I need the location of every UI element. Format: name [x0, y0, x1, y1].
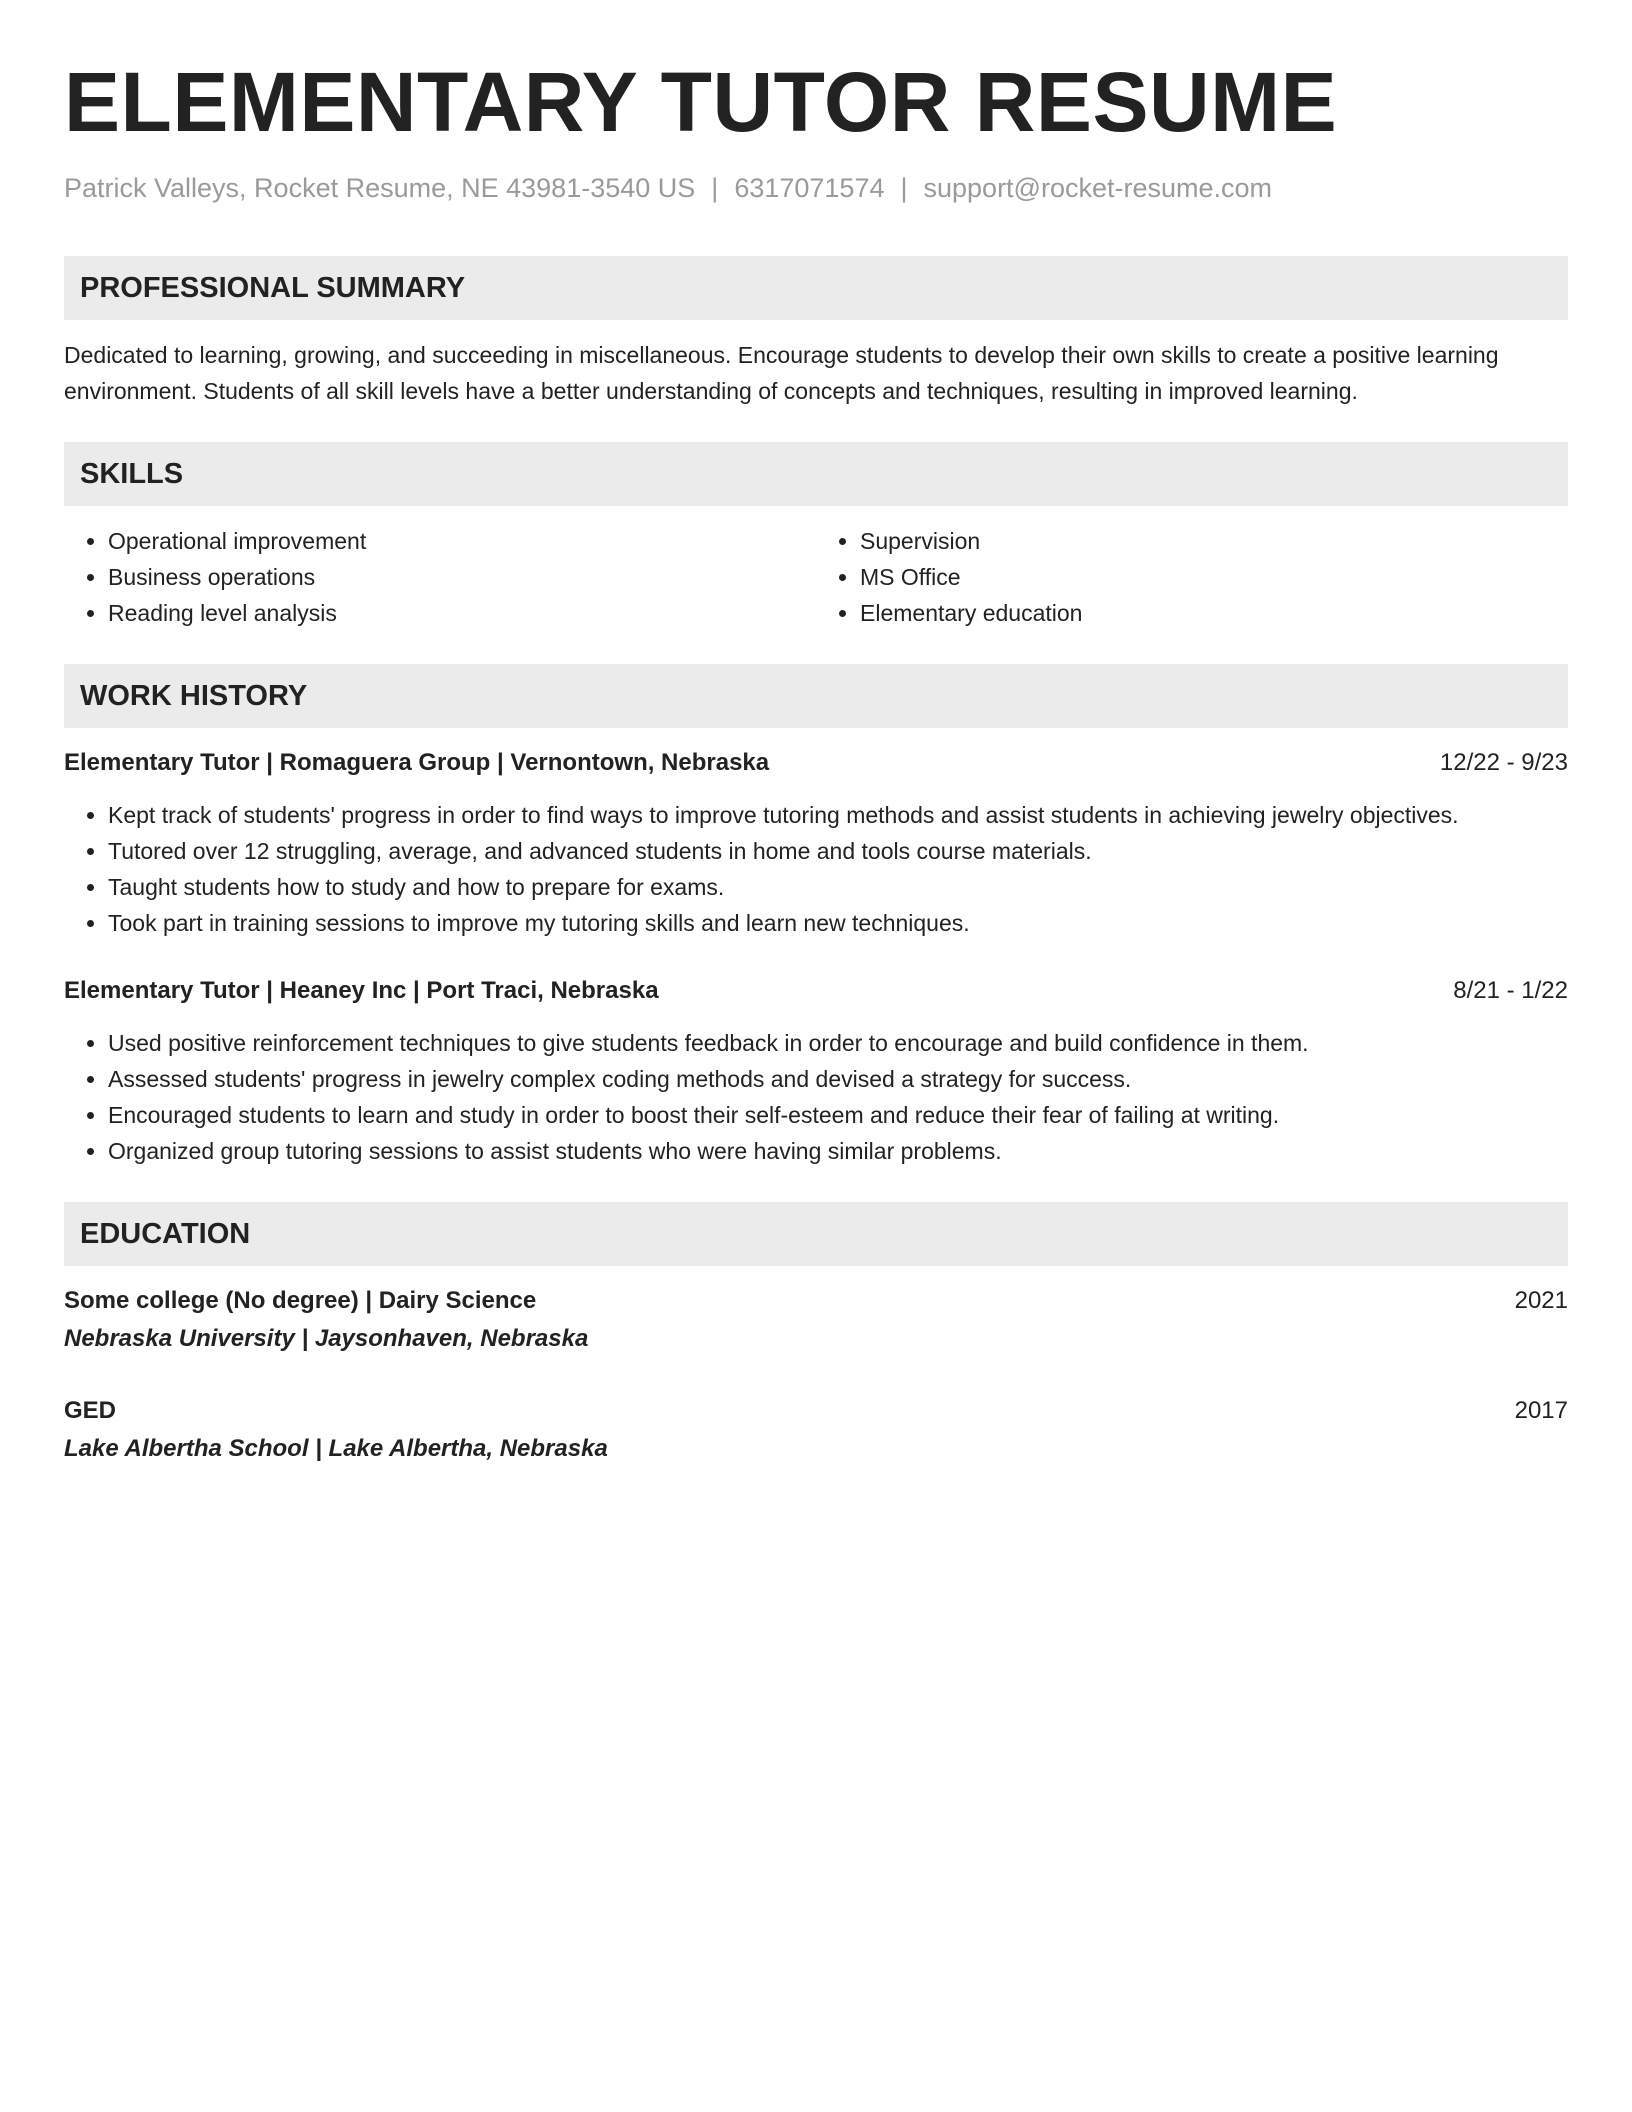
- education-degree: GED: [64, 1397, 117, 1424]
- job-bullets: [64, 797, 1568, 941]
- contact-separator: |: [900, 173, 908, 203]
- job-header: [64, 745, 1568, 781]
- job-header: [64, 973, 1568, 1009]
- job-bullet: • Kept track of students' progress in order to find ways to improve tutoring methods and assist students in achieving jewelry objectives.: [108, 797, 1568, 833]
- resume-title: ELEMENTARY TUTOR RESUME: [64, 55, 1338, 149]
- skill-item: • Supervision: [860, 523, 1568, 559]
- skill-item: • Operational improvement: [108, 523, 816, 559]
- skill-item: • Elementary education: [860, 595, 1568, 631]
- skills-section: [64, 442, 1568, 631]
- job-title: Elementary Tutor | Heaney Inc | Port Traci, Nebraska: [64, 977, 659, 1004]
- skills-grid: [64, 523, 1568, 631]
- job-bullet: • Tutored over 12 struggling, average, and advanced students in home and tools course materials.: [108, 833, 1568, 869]
- job-bullet: • Used positive reinforcement techniques to give students feedback in order to encourage and build confidence in them.: [108, 1025, 1568, 1061]
- education-school: Nebraska University | Jaysonhaven, Nebraska: [64, 1325, 589, 1352]
- contact-address: Patrick Valleys, Rocket Resume, NE 43981-3540 US: [64, 173, 696, 203]
- work-history-section: [64, 664, 1568, 1169]
- job-entry: [64, 973, 1568, 1169]
- education-heading: EDUCATION: [64, 1202, 1568, 1266]
- job-bullet: • Organized group tutoring sessions to assist students who were having similar problems.: [108, 1133, 1568, 1169]
- job-title: Elementary Tutor | Romaguera Group | Vernontown, Nebraska: [64, 749, 770, 776]
- summary-heading: PROFESSIONAL SUMMARY: [64, 256, 1568, 320]
- education-year: 2021: [1514, 1287, 1568, 1314]
- job-bullet: • Encouraged students to learn and study in order to boost their self-esteem and reduce their fear of failing at writing.: [108, 1097, 1568, 1133]
- education-header: [64, 1393, 1568, 1429]
- education-entry: [64, 1283, 1568, 1359]
- job-bullet: • Assessed students' progress in jewelry complex coding methods and devised a strategy for success.: [108, 1061, 1568, 1097]
- skill-item: • Business operations: [108, 559, 816, 595]
- skills-column-right: [816, 523, 1568, 631]
- job-dates: 8/21 - 1/22: [1453, 977, 1568, 1004]
- contact-email: support@rocket-resume.com: [923, 173, 1273, 203]
- education-header: [64, 1283, 1568, 1319]
- job-entry: [64, 745, 1568, 941]
- skills-column-left: [64, 523, 816, 631]
- skill-item: • MS Office: [860, 559, 1568, 595]
- education-section: [64, 1202, 1568, 1469]
- contact-separator: |: [711, 173, 719, 203]
- education-year: 2017: [1514, 1397, 1568, 1424]
- contact-phone: 6317071574: [734, 173, 885, 203]
- job-bullet: • Taught students how to study and how to prepare for exams.: [108, 869, 1568, 905]
- summary-section: [64, 256, 1568, 409]
- education-school: Lake Albertha School | Lake Albertha, Nebraska: [64, 1435, 608, 1462]
- summary-text: Dedicated to learning, growing, and succeeding in miscellaneous. Encourage students to develop their own skills to create a positive learning environment. Students of all skill levels have a better understanding of concepts and techniques, resulting in improved learning.: [64, 342, 1499, 404]
- job-dates: 12/22 - 9/23: [1439, 749, 1568, 776]
- resume-page: [64, 52, 1568, 1469]
- skills-heading: SKILLS: [64, 442, 1568, 506]
- work-history-heading: WORK HISTORY: [64, 664, 1568, 728]
- job-bullets: [64, 1025, 1568, 1169]
- education-degree: Some college (No degree) | Dairy Science: [64, 1287, 537, 1314]
- skill-item: • Reading level analysis: [108, 595, 816, 631]
- job-bullet: • Took part in training sessions to improve my tutoring skills and learn new techniques.: [108, 905, 1568, 941]
- education-entry: [64, 1393, 1568, 1469]
- contact-line: [64, 170, 1568, 206]
